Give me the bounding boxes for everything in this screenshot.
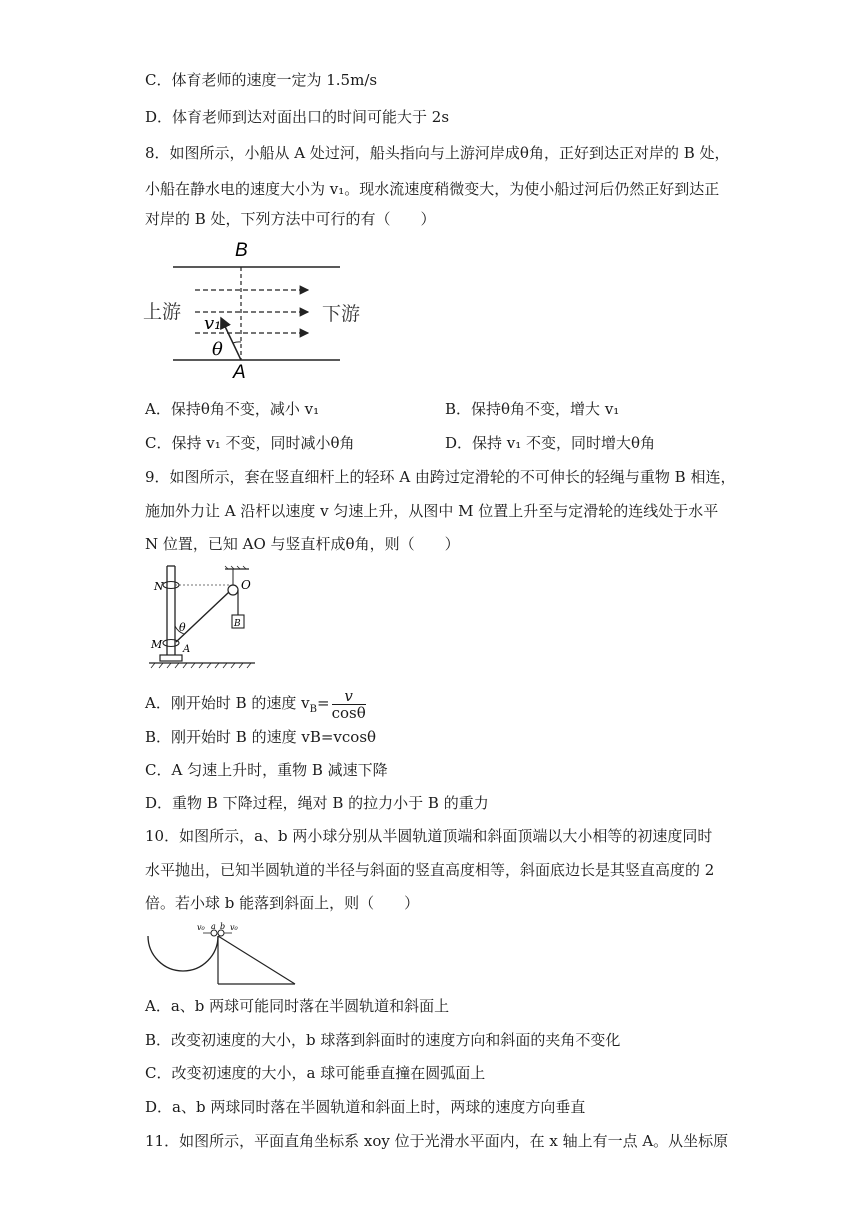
fraction-numerator: v xyxy=(332,688,366,705)
ground-hatch xyxy=(151,663,251,668)
q8-river-figure xyxy=(140,236,380,380)
point-b-label: B xyxy=(235,240,248,261)
v1-label: v₁ xyxy=(204,313,222,334)
q8-option-c: C．保持 v₁ 不变，同时减小θ角 xyxy=(145,434,355,452)
q9-stem-line3: N 位置，已知 AO 与竖直杆成θ角，则（ ） xyxy=(145,535,460,553)
q9-option-a-prefix: A．刚开始时 B 的速度 v xyxy=(145,694,310,712)
label-a: A xyxy=(183,644,191,655)
q9-option-a-sub: B xyxy=(309,704,317,715)
q10-option-b: B．改变初速度的大小，b 球落到斜面时的速度方向和斜面的夹角不变化 xyxy=(145,1031,621,1049)
semicircle-track xyxy=(148,936,218,971)
incline-slope xyxy=(218,936,295,984)
q9-option-a xyxy=(145,686,366,727)
q10-stem-line1: 10．如图所示，a、b 两小球分别从半圆轨道顶端和斜面顶端以大小相等的初速度同时 xyxy=(145,827,713,845)
theta-label: θ xyxy=(212,339,223,360)
q8-stem-line3: 对岸的 B 处，下列方法中可行的有（ ） xyxy=(145,210,436,228)
q8-option-a: A．保持θ角不变，减小 v₁ xyxy=(145,400,320,418)
q9-option-c: C．A 匀速上升时，重物 B 减速下降 xyxy=(145,761,388,779)
q10-stem-line2: 水平抛出，已知半圆轨道的半径与斜面的竖直高度相等，斜面底边长是其竖直高度的 2 xyxy=(145,861,715,879)
rod-base xyxy=(160,655,182,661)
label-b: B xyxy=(234,619,241,629)
q9-option-a-eq: = xyxy=(317,694,330,712)
q10-projectile-figure xyxy=(145,922,300,990)
q9-option-a-fraction xyxy=(332,688,366,721)
theta-arc xyxy=(233,342,241,343)
label-o: O xyxy=(241,578,251,592)
point-a-label: A xyxy=(233,362,246,380)
q9-stem-line1: 9．如图所示，套在竖直细杆上的轻环 A 由跨过定滑轮的不可伸长的轻绳与重物 B 相连， xyxy=(145,468,736,486)
q9-pulley-figure xyxy=(145,563,265,671)
q8-stem-line1: 8．如图所示，小船从 A 处过河，船头指向与上游河岸成θ角，正好到达正对岸的 B 处， xyxy=(145,144,730,162)
v0-right-label: v₀ xyxy=(230,923,238,932)
downstream-label: 下游 xyxy=(322,303,361,325)
q9-option-b: B．刚开始时 B 的速度 vB=vcosθ xyxy=(145,728,377,746)
q10-option-c: C．改变初速度的大小，a 球可能垂直撞在圆弧面上 xyxy=(145,1064,486,1082)
label-n: N xyxy=(154,580,164,593)
label-theta: θ xyxy=(179,621,186,634)
q10-option-d: D．a、b 两球同时落在半圆轨道和斜面上时，两球的速度方向垂直 xyxy=(145,1098,586,1116)
rope-ao xyxy=(176,592,229,642)
q9-option-d: D．重物 B 下降过程，绳对 B 的拉力小于 B 的重力 xyxy=(145,794,489,812)
v1-arrow xyxy=(221,318,241,360)
fraction-denominator: cosθ xyxy=(331,703,366,722)
q7-option-c: C．体育老师的速度一定为 1.5m/s xyxy=(145,71,378,89)
upstream-label: 上游 xyxy=(143,301,182,323)
v0-left-label: v₀ xyxy=(197,923,205,932)
q10-stem-line3: 倍。若小球 b 能落到斜面上，则（ ） xyxy=(145,894,420,912)
label-m: M xyxy=(151,638,163,651)
q10-option-a: A．a、b 两球可能同时落在半圆轨道和斜面上 xyxy=(145,997,450,1015)
label-a: a xyxy=(211,922,216,931)
q8-option-d: D．保持 v₁ 不变，同时增大θ角 xyxy=(445,434,656,452)
q9-stem-line2: 施加外力让 A 沿杆以速度 v 匀速上升，从图中 M 位置上升至与定滑轮的连线处于水平 xyxy=(145,502,719,520)
q11-stem-line1: 11．如图所示，平面直角坐标系 xoy 位于光滑水平面内，在 x 轴上有一点 A。从坐标原 xyxy=(145,1132,729,1150)
label-b: b xyxy=(220,922,226,931)
q8-option-b: B．保持θ角不变，增大 v₁ xyxy=(445,400,620,418)
q8-stem-line2: 小船在静水电的速度大小为 v₁。现水流速度稍微变大，为使小船过河后仍然正好到达正 xyxy=(145,180,720,198)
pulley xyxy=(228,585,238,595)
q7-option-d: D．体育老师到达对面出口的时间可能大于 2s xyxy=(145,108,450,126)
